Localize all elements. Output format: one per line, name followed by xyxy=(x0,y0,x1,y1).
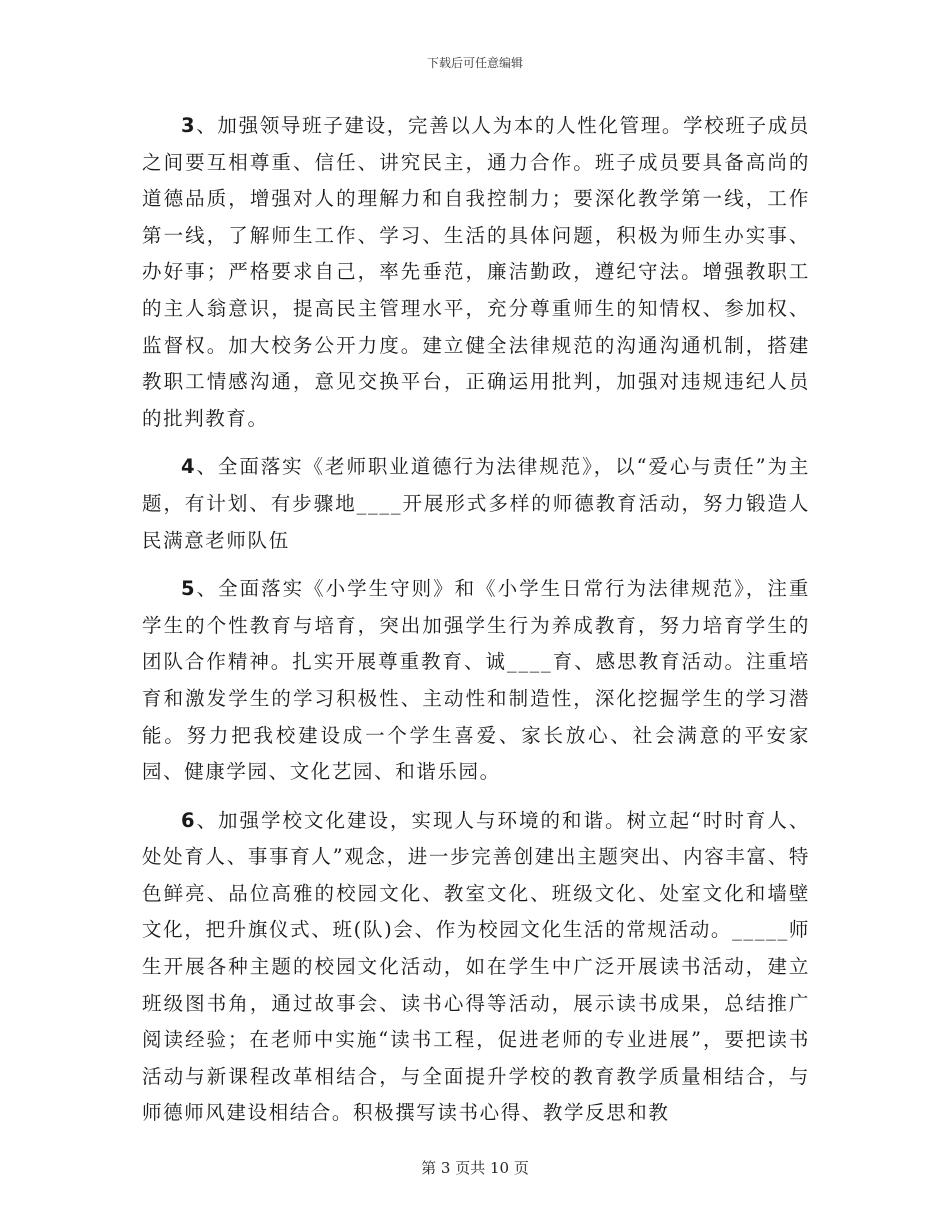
paragraph-5 xyxy=(142,571,810,791)
document-body xyxy=(142,108,810,1144)
paragraph-number: 6 xyxy=(181,808,197,832)
paragraph-text: 、加强学校文化建设，实现人与环境的和谐。树立起“时时育人、处处育人、事事育人”观念，进一步完善创建出主题突出、内容丰富、特色鲜亮、品位高雅的校园文化、教室文化、班级文化、处室文化和墙壁文化，把升旗仪式、班(队)会、作为校园文化生活的常规活动。_____师生开展各种主题的校园文化活动，如在学生中广泛开展读书活动，建立班级图书角，通过故事会、读书心得等活动，展示读书成果，总结推广阅读经验；在老师中实施“读书工程，促进老师的专业进展”，要把读书活动与新课程改革相结合，与全面提升学校的教育教学质量相结合，与师德师风建设相结合。积极撰写读书心得、教学反思和教 xyxy=(142,808,810,1125)
paragraph-6 xyxy=(142,803,810,1132)
paragraph-text: 、加强领导班子建设，完善以人为本的人性化管理。学校班子成员之间要互相尊重、信任、讲究民主，通力合作。班子成员要具备高尚的道德品质，增强对人的理解力和自我控制力；要深化教学第一线，工作第一线，了解师生工作、学习、生活的具体问题，积极为师生办实事、办好事；严格要求自己，率先垂范，廉洁勤政，遵纪守法。增强教职工的主人翁意识，提高民主管理水平，充分尊重师生的知情权、参加权、监督权。加大校务公开力度。建立健全法律规范的沟通沟通机制，搭建教职工情感沟通，意见交换平台，正确运用批判，加强对违规违纪人员的批判教育。 xyxy=(142,114,810,430)
paragraph-number: 5 xyxy=(181,577,197,601)
page-footer: 第 3 页共 10 页 xyxy=(421,1159,529,1177)
page-header: 下载后可任意编辑 xyxy=(426,56,523,70)
paragraph-text: 、全面落实《老师职业道德行为法律规范》，以“爱心与责任”为主题，有计划、有步骤地____开展形式多样的师德教育活动，努力锻造人民满意老师队伍 xyxy=(142,455,810,552)
paragraph-number: 3 xyxy=(181,114,197,137)
paragraph-4 xyxy=(142,449,810,559)
paragraph-3 xyxy=(142,108,810,437)
paragraph-text: 、全面落实《小学生守则》和《小学生日常行为法律规范》，注重学生的个性教育与培育，突出加强学生行为养成教育，努力培育学生的团队合作精神。扎实开展尊重教育、诚____育、感思教育活动。注重培育和激发学生的学习积极性、主动性和制造性，深化挖掘学生的学习潜能。努力把我校建设成一个学生喜爱、家长放心、社会满意的平安家园、健康学园、文化艺园、和谐乐园。 xyxy=(142,577,810,784)
paragraph-number: 4 xyxy=(181,455,197,479)
